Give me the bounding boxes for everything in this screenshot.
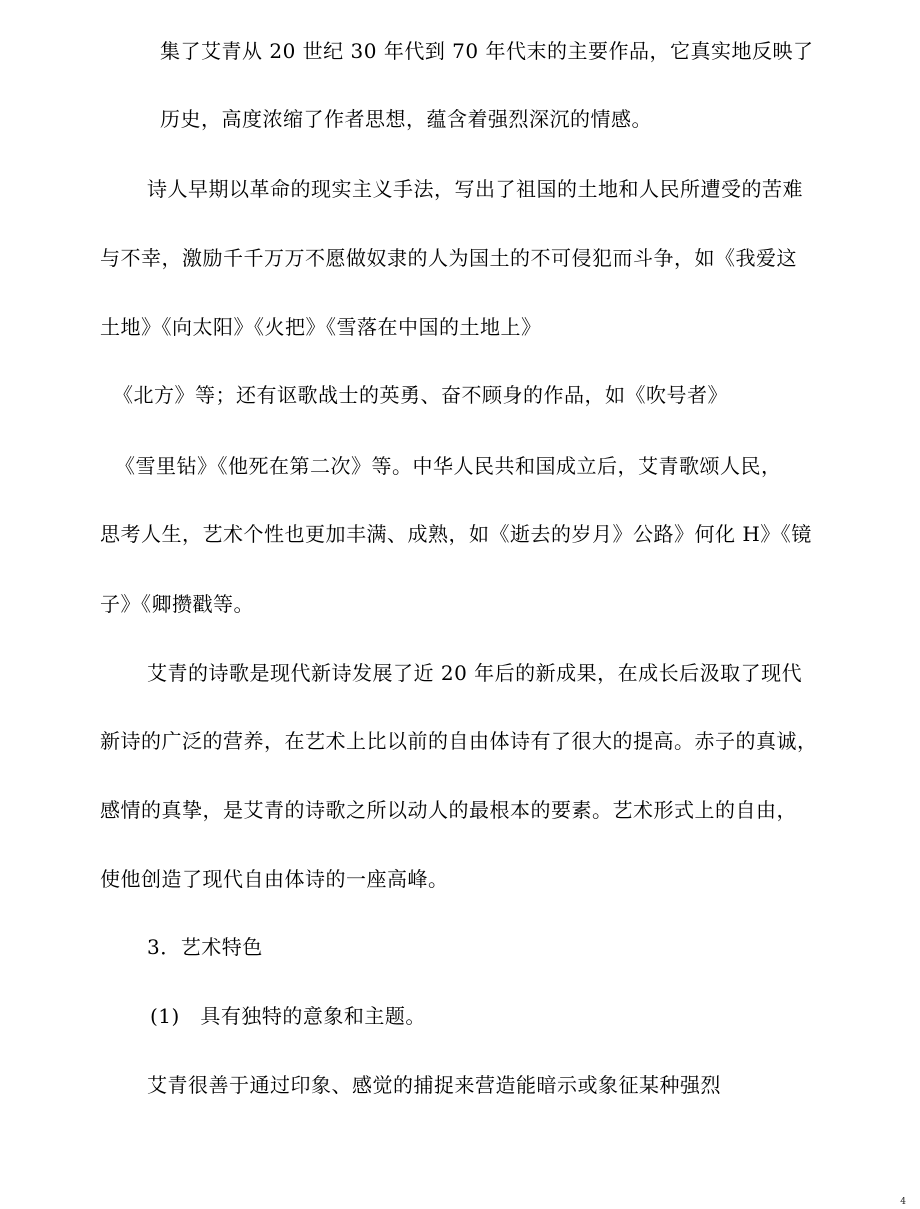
- text-line: 《雪里钻》《他死在第二次》等。中华人民共和国成立后，艾青歌颂人民，: [115, 454, 782, 478]
- text-line: 诗人早期以革命的现实主义手法，写出了祖国的土地和人民所遭受的苦难: [147, 177, 803, 201]
- page-number: 4: [900, 1197, 906, 1207]
- text-line: 与不幸，激励千千万万不愿做奴隶的人为国土的不可侵犯而斗争，如《我爱这: [100, 246, 797, 270]
- text-line: 思考人生，艺术个性也更加丰满、成熟，如《逝去的岁月》公路》何化 H》《镜: [100, 522, 812, 546]
- text-line: 集了艾青从 20 世纪 30 年代到 70 年代末的主要作品，它真实地反映了: [160, 39, 814, 63]
- text-line: 艾青的诗歌是现代新诗发展了近 20 年后的新成果，在成长后汲取了现代: [147, 661, 803, 685]
- text-line: 艾青很善于通过印象、感觉的捕捉来营造能暗示或象征某种强烈: [147, 1073, 721, 1097]
- text-line: 使他创造了现代自由体诗的一座高峰。: [100, 867, 449, 891]
- section-heading: 3．艺术特色: [147, 935, 263, 959]
- text-line: 新诗的广泛的营养，在艺术上比以前的自由体诗有了很大的提高。赤子的真诚，: [100, 729, 818, 753]
- subsection-heading: (1) 具有独特的意象和主题。: [150, 1004, 426, 1028]
- text-line: 历史，高度浓缩了作者思想，蕴含着强烈深沉的情感。: [160, 107, 652, 131]
- text-line: 感情的真挚，是艾青的诗歌之所以动人的最根本的要素。艺术形式上的自由，: [100, 798, 797, 822]
- text-line: 子》《卿攒戳等。: [100, 592, 254, 616]
- text-line: 《北方》等；还有讴歌战士的英勇、奋不顾身的作品，如《吹号者》: [113, 383, 728, 407]
- text-line: 土地》《向太阳》《火把》《雪落在中国的土地上》: [100, 315, 542, 339]
